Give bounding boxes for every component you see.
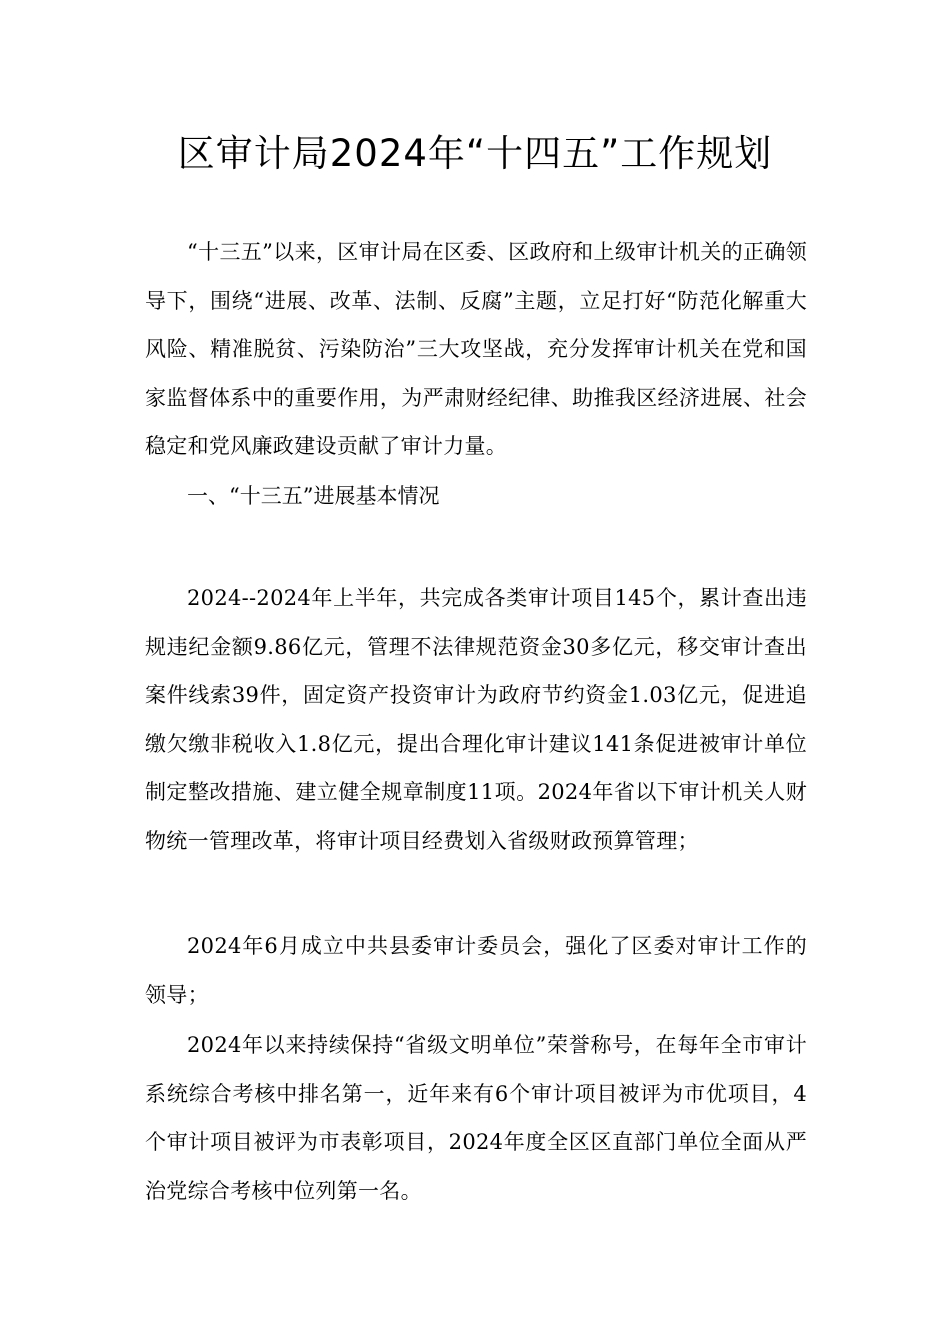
section-heading: 一、“十三五”进展基本情况 (187, 484, 440, 508)
stats-paragraph: 2024--2024年上半年，共完成各类审计项目145个，累计查出违规违纪金额9.86亿元，管理不法律规范资金30多亿元，移交审计查出案件线索39件，固定资产投资审计为政府节约资金1.03亿元，促进追缴欠缴非税收入1.8亿元，提出合理化审计建议141条促进被审计单位制定整改措施、建立健全规章制度11项。2024年省以下审计机关人财物统一管理改革，将审计项目经费划入省级财政预算管理； (145, 586, 807, 853)
document-title: 区审计局2024年“十四五”工作规划 (177, 132, 773, 175)
honors-paragraph: 2024年以来持续保持“省级文明单位”荣誉称号，在每年全市审计系统综合考核中排名第一，近年来有6个审计项目被评为市优项目，4个审计项目被评为市表彰项目，2024年度全区区直部门单位全面从严治党综合考核中位列第一名。 (145, 1033, 807, 1203)
committee-paragraph: 2024年6月成立中共县委审计委员会，强化了区委对审计工作的领导； (145, 934, 807, 1007)
intro-paragraph: “十三五”以来，区审计局在区委、区政府和上级审计机关的正确领导下，围绕“进展、改革、法制、反腐”主题，立足打好“防范化解重大风险、精准脱贫、污染防治”三大攻坚战，充分发挥审计机关在党和国家监督体系中的重要作用，为严肃财经纪律、助推我区经济进展、社会稳定和党风廉政建设贡献了审计力量。 (145, 240, 807, 458)
